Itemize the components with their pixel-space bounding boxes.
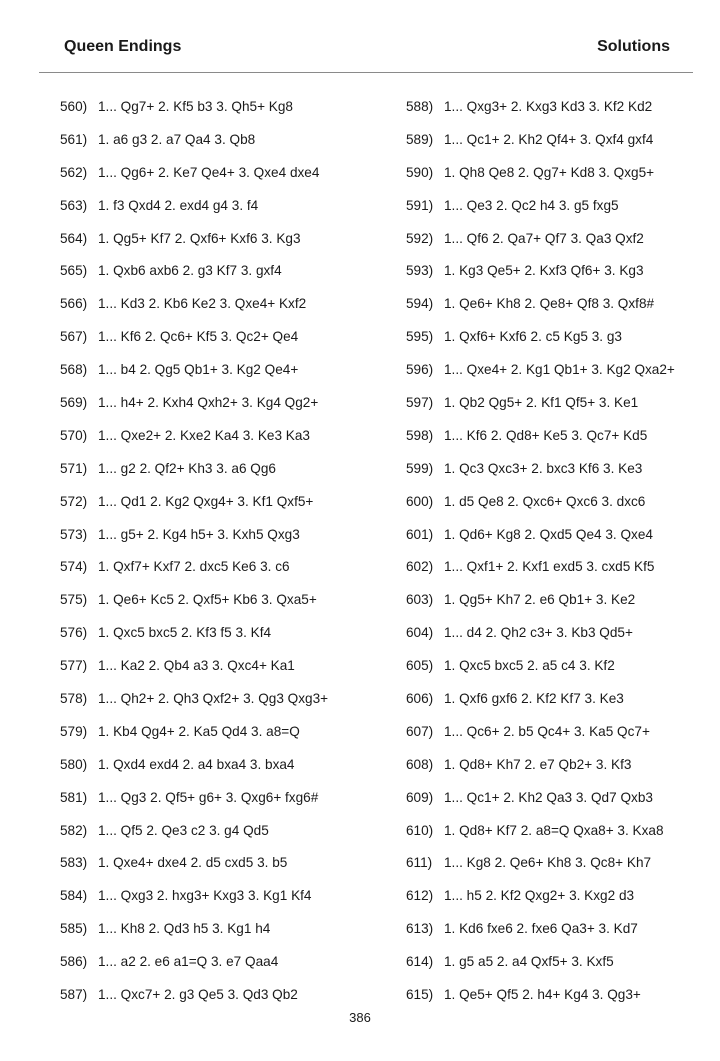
solution-row	[60, 427, 380, 460]
solution-row	[60, 854, 380, 887]
solution-number: 584)	[60, 888, 88, 904]
solution-row	[406, 690, 720, 723]
solution-number: 567)	[60, 329, 88, 345]
solution-number: 568)	[60, 362, 88, 378]
solution-number: 575)	[60, 592, 88, 608]
solution-moves: 1... Qc6+ 2. b5 Qc4+ 3. Ka5 Qc7+	[444, 723, 650, 739]
solution-row	[406, 197, 720, 230]
solution-row	[406, 789, 720, 822]
solution-row	[60, 394, 380, 427]
solution-number: 561)	[60, 131, 88, 147]
solution-number: 594)	[406, 296, 434, 312]
solution-number: 615)	[406, 987, 434, 1003]
solution-number: 605)	[406, 658, 434, 674]
solution-row	[60, 789, 380, 822]
solution-row	[406, 361, 720, 394]
solution-moves: 1. Qe5+ Qf5 2. h4+ Kg4 3. Qg3+	[444, 987, 641, 1003]
solution-number: 602)	[406, 559, 434, 575]
solution-number: 603)	[406, 592, 434, 608]
solution-number: 604)	[406, 625, 434, 641]
solution-moves: 1... Qxf1+ 2. Kxf1 exd5 3. cxd5 Kf5	[444, 559, 655, 575]
solution-row	[60, 624, 380, 657]
solution-moves: 1. Qd6+ Kg8 2. Qxd5 Qe4 3. Qxe4	[444, 526, 653, 542]
solution-row	[60, 723, 380, 756]
solution-row	[406, 854, 720, 887]
solution-number: 598)	[406, 427, 434, 443]
solution-number: 593)	[406, 263, 434, 279]
solution-row	[406, 295, 720, 328]
solution-moves: 1... Qg6+ 2. Ke7 Qe4+ 3. Qxe4 dxe4	[98, 164, 320, 180]
solution-moves: 1. Qd8+ Kf7 2. a8=Q Qxa8+ 3. Kxa8	[444, 822, 664, 838]
solution-moves: 1. Qxb6 axb6 2. g3 Kf7 3. gxf4	[98, 263, 282, 279]
solution-moves: 1... Kf6 2. Qc6+ Kf5 3. Qc2+ Qe4	[98, 329, 299, 345]
solution-moves: 1. Qc3 Qxc3+ 2. bxc3 Kf6 3. Ke3	[444, 460, 643, 476]
solution-row	[60, 197, 380, 230]
solution-row	[406, 953, 720, 986]
chapter-title: Queen Endings	[64, 38, 182, 55]
solution-row	[406, 131, 720, 164]
solution-moves: 1... b4 2. Qg5 Qb1+ 3. Kg2 Qe4+	[98, 362, 299, 378]
solution-moves: 1. Qh8 Qe8 2. Qg7+ Kd8 3. Qxg5+	[444, 164, 655, 180]
solution-number: 585)	[60, 921, 88, 937]
solution-moves: 1. f3 Qxd4 2. exd4 g4 3. f4	[98, 197, 259, 213]
solution-row	[60, 98, 380, 131]
solution-moves: 1. Qxe4+ dxe4 2. d5 cxd5 3. b5	[98, 855, 288, 871]
solution-moves: 1... Ka2 2. Qb4 a3 3. Qxc4+ Ka1	[98, 658, 295, 674]
solution-moves: 1. Kg3 Qe5+ 2. Kxf3 Qf6+ 3. Kg3	[444, 263, 644, 279]
page-header	[64, 38, 670, 62]
solution-row	[406, 427, 720, 460]
solution-number: 579)	[60, 723, 88, 739]
solution-row	[406, 723, 720, 756]
solution-row	[60, 920, 380, 953]
solution-number: 586)	[60, 954, 88, 970]
solution-moves: 1. Qxd4 exd4 2. a4 bxa4 3. bxa4	[98, 756, 295, 772]
solution-row	[406, 756, 720, 789]
solution-row	[406, 657, 720, 690]
solution-number: 588)	[406, 99, 434, 114]
solution-row	[406, 920, 720, 953]
solution-row	[60, 131, 380, 164]
solution-moves: 1... h4+ 2. Kxh4 Qxh2+ 3. Kg4 Qg2+	[98, 395, 319, 411]
solution-moves: 1... Kg8 2. Qe6+ Kh8 3. Qc8+ Kh7	[444, 855, 652, 871]
solution-row	[406, 262, 720, 295]
solution-row	[60, 295, 380, 328]
solution-row	[406, 493, 720, 526]
solution-row	[60, 690, 380, 723]
solution-number: 608)	[406, 756, 434, 772]
solution-row	[406, 624, 720, 657]
solution-row	[406, 460, 720, 493]
solution-number: 597)	[406, 395, 434, 411]
solution-moves: 1. Qxc5 bxc5 2. Kf3 f5 3. Kf4	[98, 625, 272, 641]
solution-number: 591)	[406, 197, 434, 213]
solution-moves: 1. Qg5+ Kf7 2. Qxf6+ Kxf6 3. Kg3	[98, 230, 301, 246]
solution-number: 595)	[406, 329, 434, 345]
solution-moves: 1. a6 g3 2. a7 Qa4 3. Qb8	[98, 131, 256, 147]
solution-moves: 1... Qc1+ 2. Kh2 Qa3 3. Qd7 Qxb3	[444, 789, 653, 805]
solution-number: 613)	[406, 921, 434, 937]
solution-row	[60, 361, 380, 394]
solution-moves: 1... Kh8 2. Qd3 h5 3. Kg1 h4	[98, 921, 271, 937]
solution-number: 576)	[60, 625, 88, 641]
solutions-column-left	[60, 98, 380, 1019]
solution-moves: 1. Qxf6 gxf6 2. Kf2 Kf7 3. Ke3	[444, 691, 624, 707]
solution-row	[406, 591, 720, 624]
solution-number: 610)	[406, 822, 434, 838]
solution-moves: 1. Qe6+ Kh8 2. Qe8+ Qf8 3. Qxf8#	[444, 296, 655, 312]
solution-row	[406, 328, 720, 361]
solution-row	[406, 887, 720, 920]
solution-moves: 1... Qg7+ 2. Kf5 b3 3. Qh5+ Kg8	[98, 99, 293, 114]
solution-moves: 1. Qd8+ Kh7 2. e7 Qb2+ 3. Kf3	[444, 756, 632, 772]
solution-number: 589)	[406, 131, 434, 147]
solution-row	[406, 98, 720, 131]
page-number: 386	[349, 1010, 371, 1025]
solution-moves: 1. d5 Qe8 2. Qxc6+ Qxc6 3. dxc6	[444, 493, 646, 509]
solution-row	[60, 230, 380, 263]
solution-moves: 1... Qf5 2. Qe3 c2 3. g4 Qd5	[98, 822, 269, 838]
solution-row	[406, 558, 720, 591]
solution-number: 566)	[60, 296, 88, 312]
solution-number: 563)	[60, 197, 88, 213]
solution-number: 571)	[60, 460, 88, 476]
solution-number: 590)	[406, 164, 434, 180]
solution-moves: 1. Qxc5 bxc5 2. a5 c4 3. Kf2	[444, 658, 615, 674]
header-divider	[39, 72, 693, 73]
solution-number: 577)	[60, 658, 88, 674]
solution-moves: 1. Qg5+ Kh7 2. e6 Qb1+ 3. Ke2	[444, 592, 636, 608]
solution-row	[60, 164, 380, 197]
solution-moves: 1... h5 2. Kf2 Qxg2+ 3. Kxg2 d3	[444, 888, 635, 904]
solution-row	[60, 887, 380, 920]
solution-number: 583)	[60, 855, 88, 871]
solution-moves: 1... d4 2. Qh2 c3+ 3. Kb3 Qd5+	[444, 625, 633, 641]
solution-row	[60, 262, 380, 295]
solutions-column-right	[406, 98, 720, 1019]
solution-number: 596)	[406, 362, 434, 378]
solution-row	[60, 493, 380, 526]
solution-moves: 1... a2 2. e6 a1=Q 3. e7 Qaa4	[98, 954, 279, 970]
solution-row	[406, 230, 720, 263]
solution-row	[406, 394, 720, 427]
solution-moves: 1... Qf6 2. Qa7+ Qf7 3. Qa3 Qxf2	[444, 230, 644, 246]
solution-moves: 1... Qxc7+ 2. g3 Qe5 3. Qd3 Qb2	[98, 987, 298, 1003]
solution-number: 609)	[406, 789, 434, 805]
solution-row	[60, 953, 380, 986]
solution-row	[60, 822, 380, 855]
solution-moves: 1... Qc1+ 2. Kh2 Qf4+ 3. Qxf4 gxf4	[444, 131, 654, 147]
solution-moves: 1... Qxg3 2. hxg3+ Kxg3 3. Kg1 Kf4	[98, 888, 312, 904]
solution-number: 614)	[406, 954, 434, 970]
section-title: Solutions	[597, 38, 670, 55]
solution-moves: 1... Qg3 2. Qf5+ g6+ 3. Qxg6+ fxg6#	[98, 789, 319, 805]
solution-number: 601)	[406, 526, 434, 542]
solution-number: 560)	[60, 99, 88, 114]
solution-number: 565)	[60, 263, 88, 279]
solution-number: 606)	[406, 691, 434, 707]
solution-number: 578)	[60, 691, 88, 707]
solution-row	[406, 526, 720, 559]
solution-number: 572)	[60, 493, 88, 509]
solution-moves: 1. Kb4 Qg4+ 2. Ka5 Qd4 3. a8=Q	[98, 723, 300, 739]
solution-number: 570)	[60, 427, 88, 443]
solution-number: 582)	[60, 822, 88, 838]
solution-number: 607)	[406, 723, 434, 739]
solution-moves: 1... Qxe2+ 2. Kxe2 Ka4 3. Ke3 Ka3	[98, 427, 310, 443]
solution-moves: 1... Kf6 2. Qd8+ Ke5 3. Qc7+ Kd5	[444, 427, 648, 443]
solution-number: 569)	[60, 395, 88, 411]
solution-moves: 1... Qxg3+ 2. Kxg3 Kd3 3. Kf2 Kd2	[444, 99, 653, 114]
solution-row	[60, 756, 380, 789]
solution-row	[406, 822, 720, 855]
solution-row	[60, 657, 380, 690]
solution-row	[406, 164, 720, 197]
solution-moves: 1. Qe6+ Kc5 2. Qxf5+ Kb6 3. Qxa5+	[98, 592, 317, 608]
solution-moves: 1... Qd1 2. Kg2 Qxg4+ 3. Kf1 Qxf5+	[98, 493, 314, 509]
solution-moves: 1... Qh2+ 2. Qh3 Qxf2+ 3. Qg3 Qxg3+	[98, 691, 329, 707]
solution-number: 580)	[60, 756, 88, 772]
solution-number: 574)	[60, 559, 88, 575]
solution-number: 611)	[406, 855, 433, 871]
solution-number: 612)	[406, 888, 434, 904]
solution-moves: 1... Kd3 2. Kb6 Ke2 3. Qxe4+ Kxf2	[98, 296, 307, 312]
solution-number: 573)	[60, 526, 88, 542]
solution-moves: 1... Qxe4+ 2. Kg1 Qb1+ 3. Kg2 Qxa2+	[444, 362, 675, 378]
solution-number: 564)	[60, 230, 88, 246]
solution-moves: 1. Qxf6+ Kxf6 2. c5 Kg5 3. g3	[444, 329, 622, 345]
solution-row	[60, 526, 380, 559]
solution-row	[60, 328, 380, 361]
solution-moves: 1. g5 a5 2. a4 Qxf5+ 3. Kxf5	[444, 954, 614, 970]
solution-number: 562)	[60, 164, 88, 180]
solution-number: 587)	[60, 987, 88, 1003]
solution-row	[60, 558, 380, 591]
solution-moves: 1... g2 2. Qf2+ Kh3 3. a6 Qg6	[98, 460, 276, 476]
solution-row	[60, 460, 380, 493]
solution-number: 581)	[60, 789, 88, 805]
solution-number: 592)	[406, 230, 434, 246]
solution-moves: 1. Qxf7+ Kxf7 2. dxc5 Ke6 3. c6	[98, 559, 290, 575]
solution-moves: 1. Qb2 Qg5+ 2. Kf1 Qf5+ 3. Ke1	[444, 395, 639, 411]
solution-moves: 1... g5+ 2. Kg4 h5+ 3. Kxh5 Qxg3	[98, 526, 300, 542]
solution-moves: 1. Kd6 fxe6 2. fxe6 Qa3+ 3. Kd7	[444, 921, 638, 937]
solution-number: 599)	[406, 460, 434, 476]
solution-moves: 1... Qe3 2. Qc2 h4 3. g5 fxg5	[444, 197, 619, 213]
solution-number: 600)	[406, 493, 434, 509]
solution-row	[60, 591, 380, 624]
